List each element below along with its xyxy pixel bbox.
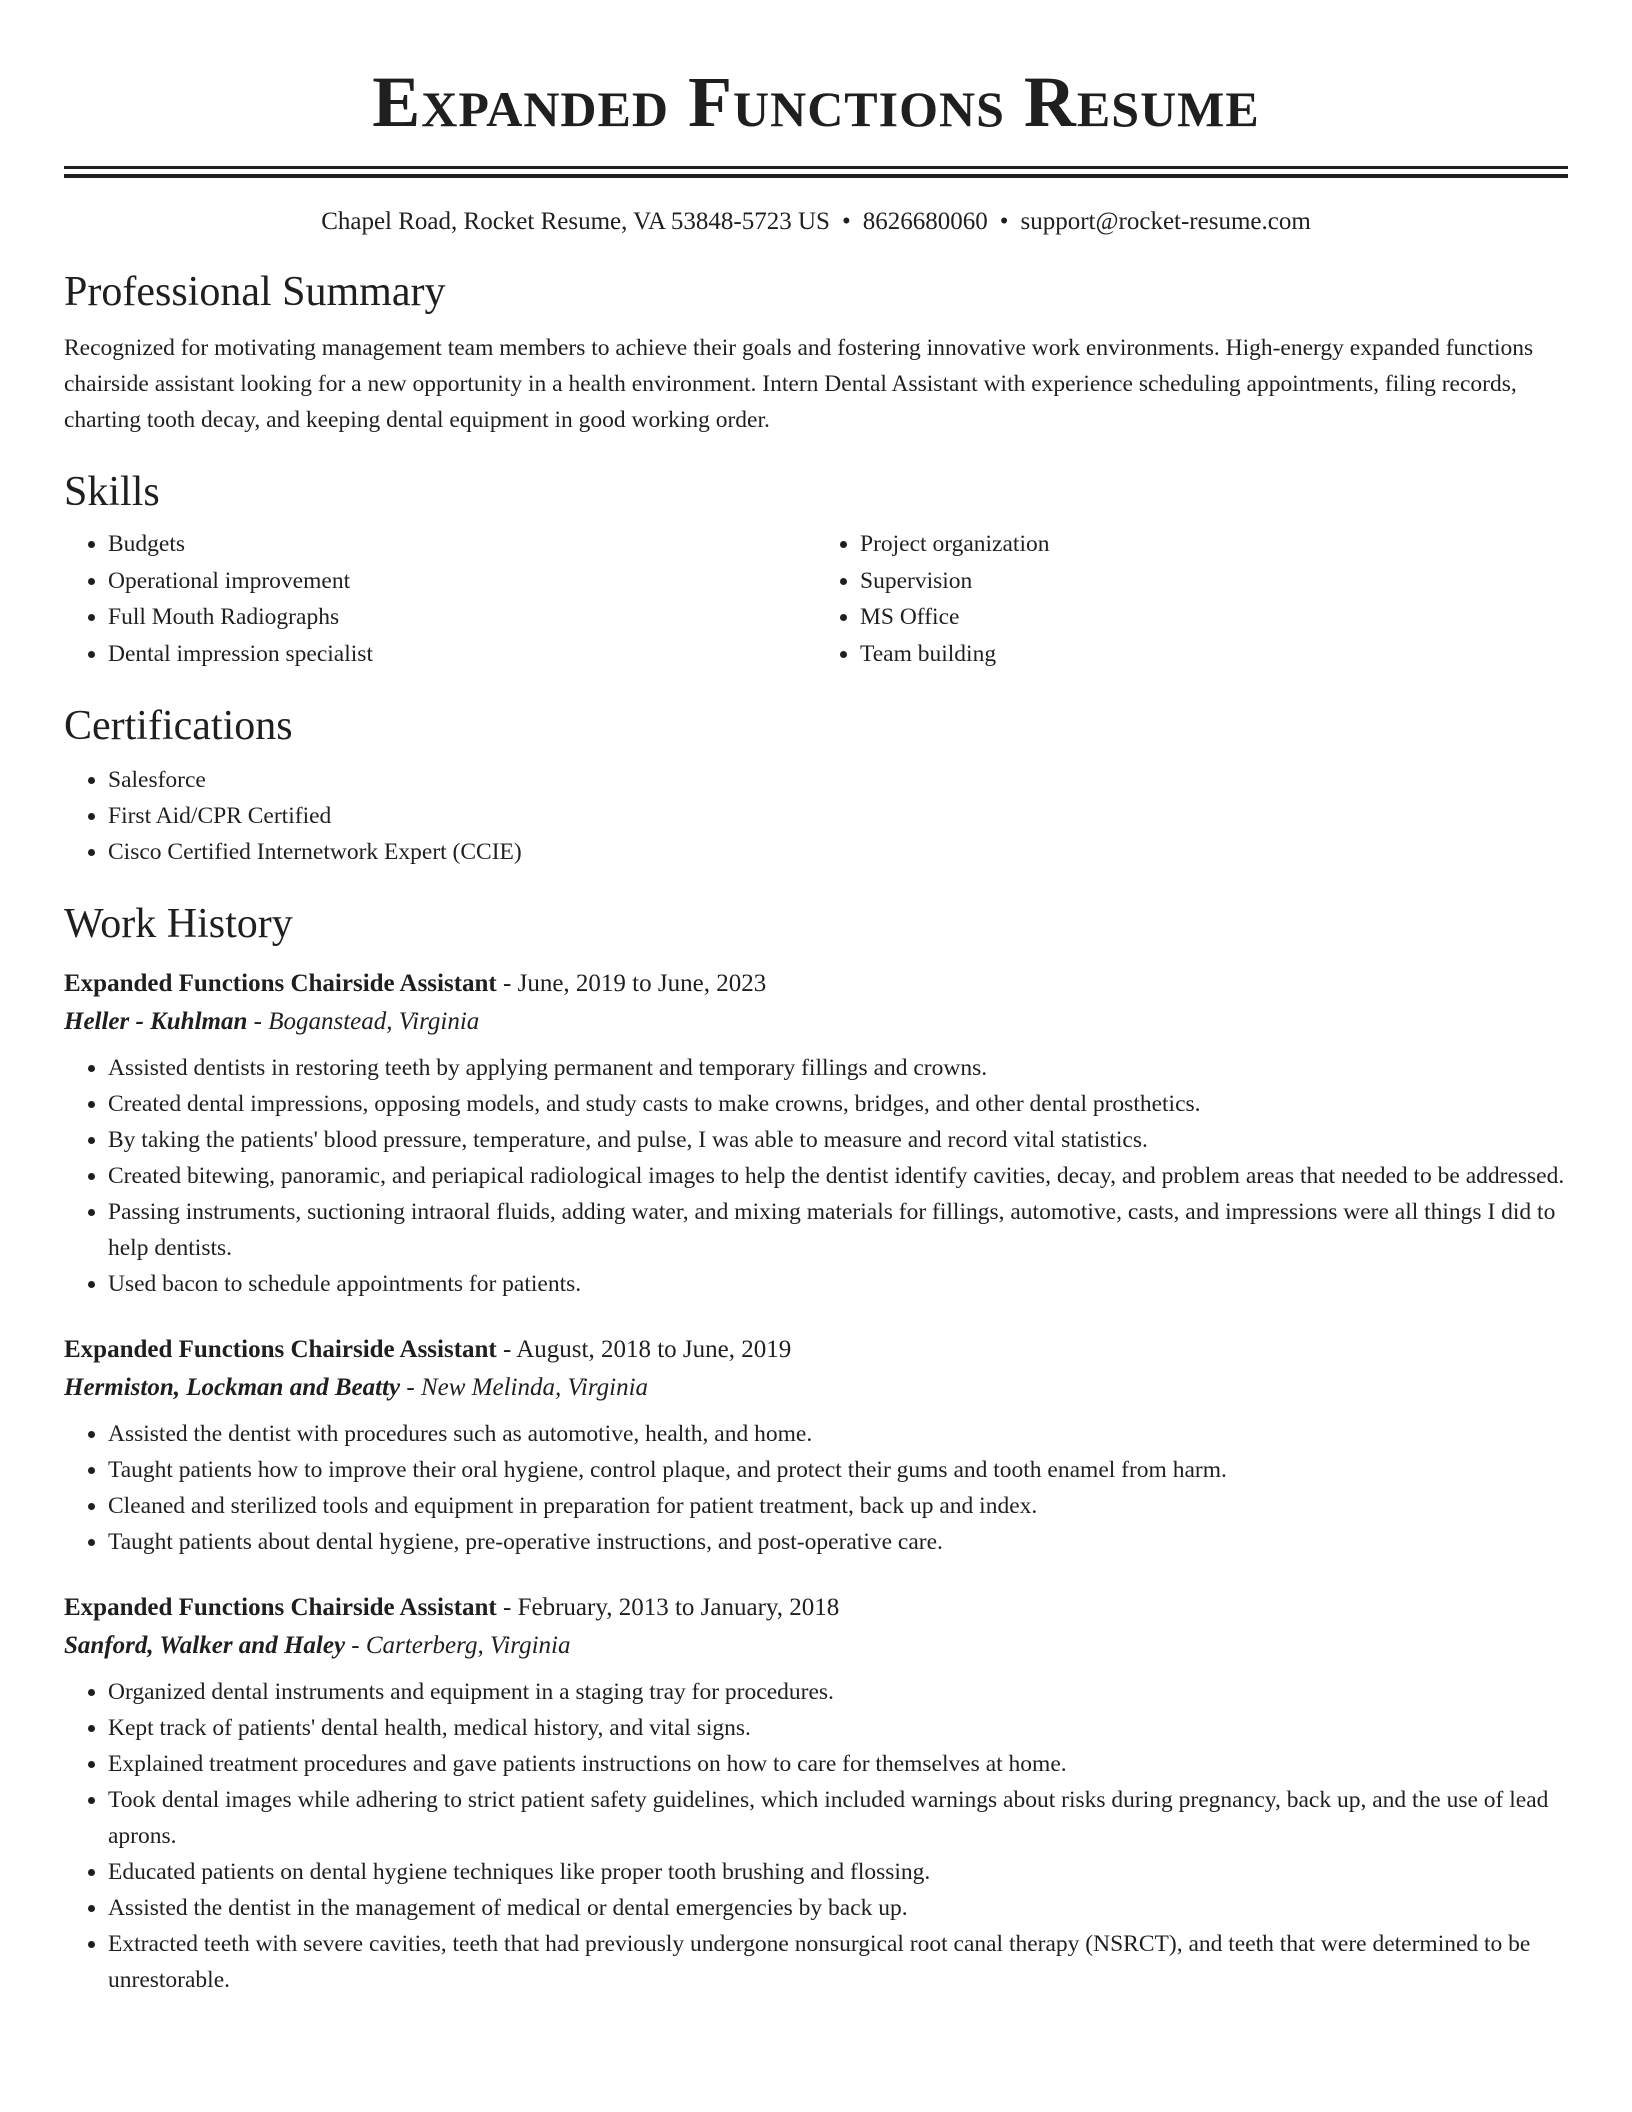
employer-line: Heller - Kuhlman - Boganstead, Virginia — [64, 1008, 480, 1035]
job-dates: August, 2018 to June, 2019 — [516, 1336, 792, 1363]
employer-name: Sanford, Walker and Haley — [64, 1632, 346, 1659]
skills-column-right — [816, 526, 1568, 672]
job-bullet: • Extracted teeth with severe cavities, teeth that had previously undergone nonsurgical root canal therapy (NSRCT), and teeth that were determined to be unrestorable. — [108, 1926, 1568, 1998]
job-bullets — [64, 1674, 1568, 1998]
bullet-separator: • — [999, 208, 1009, 235]
job-dates: February, 2013 to January, 2018 — [517, 1594, 840, 1621]
skill-item: • Team building — [860, 636, 1568, 673]
contact-phone: 8626680060 — [862, 208, 988, 235]
summary-heading: Professional Summary — [64, 269, 446, 315]
job-bullet: • Created dental impressions, opposing models, and study casts to make crowns, bridges, and other dental prosthetics. — [108, 1086, 1568, 1122]
employer-line: Sanford, Walker and Haley - Carterberg, Virginia — [64, 1632, 571, 1659]
skills-heading: Skills — [64, 469, 160, 515]
job-title-line: Expanded Functions Chairside Assistant - August, 2018 to June, 2019 — [64, 1336, 792, 1363]
job-bullet: • Used bacon to schedule appointments for patients. — [108, 1266, 1568, 1302]
employer-name: Hermiston, Lockman and Beatty — [64, 1374, 401, 1401]
job-title-line: Expanded Functions Chairside Assistant - February, 2013 to January, 2018 — [64, 1594, 840, 1621]
job-entry — [64, 966, 1568, 1302]
skill-item: • Dental impression specialist — [108, 636, 816, 673]
resume-title: Expanded Functions Resume — [372, 62, 1260, 142]
certifications-heading: Certifications — [64, 703, 293, 749]
job-bullet: • Taught patients about dental hygiene, pre-operative instructions, and post-operative care. — [108, 1524, 1568, 1560]
employer-line: Hermiston, Lockman and Beatty - New Melinda, Virginia — [64, 1374, 649, 1401]
job-bullet: • Kept track of patients' dental health, medical history, and vital signs. — [108, 1710, 1568, 1746]
resume-page — [64, 0, 1568, 1998]
certification-item: • Salesforce — [108, 762, 1568, 798]
job-location: Carterberg, Virginia — [365, 1632, 571, 1659]
job-entry — [64, 1590, 1568, 1998]
job-bullet: • Took dental images while adhering to strict patient safety guidelines, which included warnings about risks during pregnancy, back up, and the use of lead aprons. — [108, 1782, 1568, 1854]
certification-item: • First Aid/CPR Certified — [108, 798, 1568, 834]
job-title: Expanded Functions Chairside Assistant — [64, 1594, 497, 1621]
job-bullets — [64, 1416, 1568, 1560]
skill-item: • Operational improvement — [108, 563, 816, 600]
job-entry — [64, 1332, 1568, 1560]
contact-email: support@rocket-resume.com — [1020, 208, 1311, 235]
certifications-list — [64, 762, 1568, 870]
skills-list — [64, 526, 1568, 672]
contact-address: Chapel Road, Rocket Resume, VA 53848-5723 US — [321, 208, 830, 235]
job-location: New Melinda, Virginia — [420, 1374, 649, 1401]
job-bullet: • By taking the patients' blood pressure, temperature, and pulse, I was able to measure and record vital statistics. — [108, 1122, 1568, 1158]
job-bullets — [64, 1050, 1568, 1302]
job-bullet: • Assisted the dentist in the management of medical or dental emergencies by back up. — [108, 1890, 1568, 1926]
job-title: Expanded Functions Chairside Assistant — [64, 1336, 497, 1363]
skills-column-left — [64, 526, 816, 672]
skill-item: • Project organization — [860, 526, 1568, 563]
skill-item: • MS Office — [860, 599, 1568, 636]
job-bullet: • Organized dental instruments and equipment in a staging tray for procedures. — [108, 1674, 1568, 1710]
job-bullet: • Assisted the dentist with procedures such as automotive, health, and home. — [108, 1416, 1568, 1452]
job-bullet: • Cleaned and sterilized tools and equipment in preparation for patient treatment, back up and index. — [108, 1488, 1568, 1524]
job-title: Expanded Functions Chairside Assistant — [64, 970, 497, 997]
job-location: Boganstead, Virginia — [268, 1008, 480, 1035]
job-bullet: • Created bitewing, panoramic, and periapical radiological images to help the dentist identify cavities, decay, and problem areas that needed to be addressed. — [108, 1158, 1568, 1194]
title-divider — [64, 166, 1568, 178]
job-bullet: • Taught patients how to improve their oral hygiene, control plaque, and protect their gums and tooth enamel from harm. — [108, 1452, 1568, 1488]
contact-line — [64, 206, 1568, 238]
summary-text: Recognized for motivating management team members to achieve their goals and fostering innovative work environments. High-energy expanded functions chairside assistant looking for a new opportunity in a health environment. Intern Dental Assistant with experience scheduling appointments, filing records, charting tooth decay, and keeping dental equipment in good working order. — [64, 335, 1534, 433]
job-bullet: • Explained treatment procedures and gave patients instructions on how to care for themselves at home. — [108, 1746, 1568, 1782]
work-history-heading: Work History — [64, 901, 293, 947]
job-dates: June, 2019 to June, 2023 — [517, 970, 767, 997]
job-bullet: • Educated patients on dental hygiene techniques like proper tooth brushing and flossing. — [108, 1854, 1568, 1890]
certification-item: • Cisco Certified Internetwork Expert (CCIE) — [108, 834, 1568, 870]
skill-item: • Budgets — [108, 526, 816, 563]
skill-item: • Supervision — [860, 563, 1568, 600]
job-title-line: Expanded Functions Chairside Assistant - June, 2019 to June, 2023 — [64, 970, 767, 997]
job-bullet: • Passing instruments, suctioning intraoral fluids, adding water, and mixing materials for fillings, automotive, casts, and impressions were all things I did to help dentists. — [108, 1194, 1568, 1266]
skill-item: • Full Mouth Radiographs — [108, 599, 816, 636]
job-bullet: • Assisted dentists in restoring teeth by applying permanent and temporary fillings and crowns. — [108, 1050, 1568, 1086]
employer-name: Heller - Kuhlman — [64, 1008, 248, 1035]
bullet-separator: • — [841, 208, 851, 235]
